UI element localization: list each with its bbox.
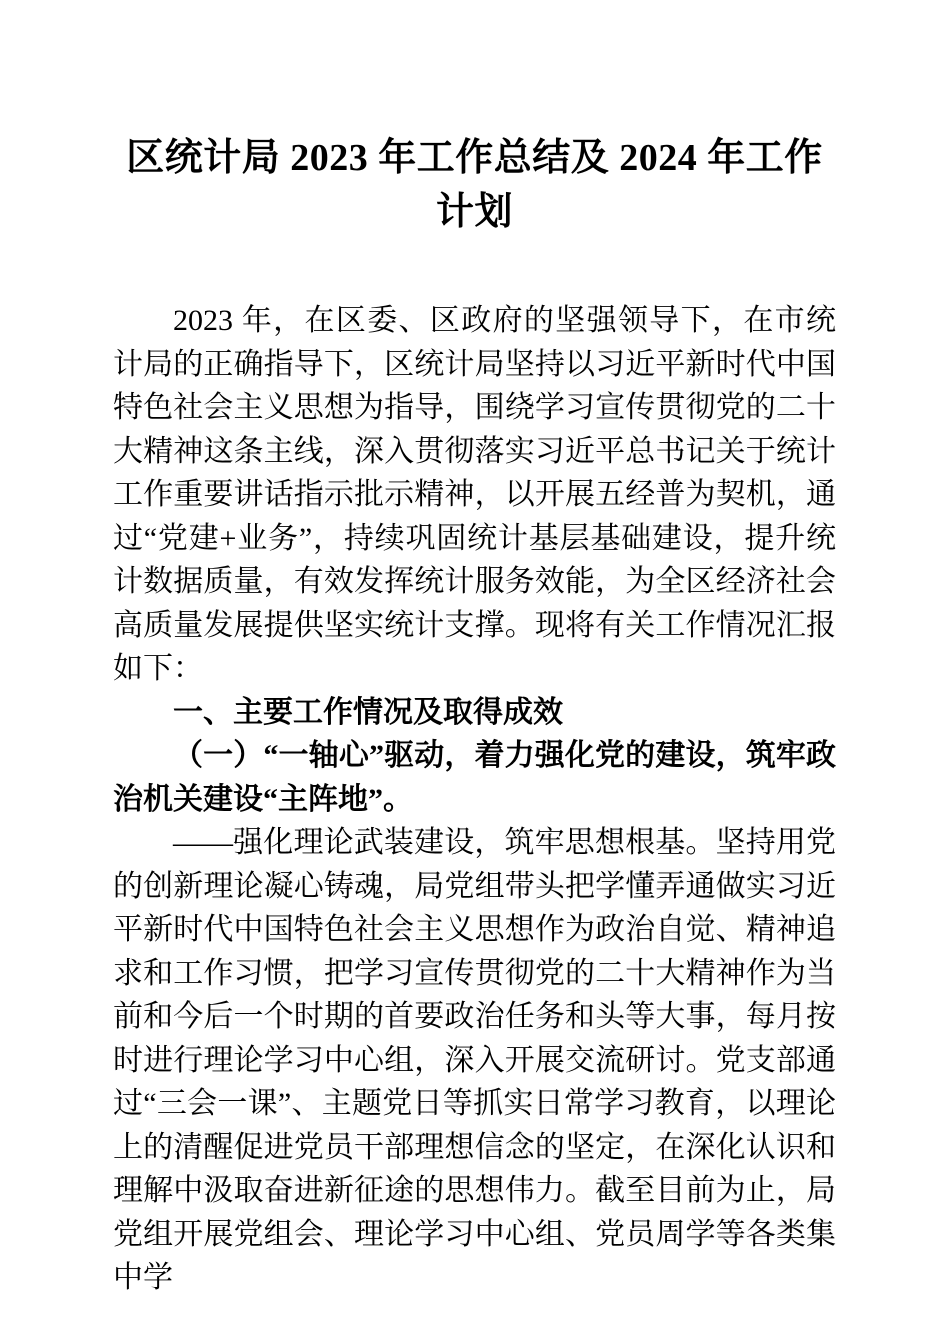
document-title: 区统计局 2023 年工作总结及 2024 年工作计划 [126, 137, 823, 233]
subsection-heading-1-1: （一）“一轴心”驱动，着力强化党的建设，筑牢政治机关建设“主阵地”。 [113, 739, 836, 816]
intro-paragraph: 2023 年，在区委、区政府的坚强领导下，在市统计局的正确指导下，区统计局坚持以习近平新时代中国特色社会主义思想为指导，围绕学习宣传贯彻党的二十大精神这条主线，深入贯彻落实习近平总书记关于统计工作重要讲话指示批示精神，以开展五经普为契机，通过“党建+业务”，持续巩固统计基层基础建设，提升统计数据质量，有效发挥统计服务效能，为全区经济社会高质量发展提供坚实统计支撑。现将有关工作情况汇报如下： [113, 304, 836, 685]
paragraph-lead: ——强化理论武装建设，筑牢思想根基。 [173, 826, 716, 859]
section-heading-1: 一、主要工作情况及取得成效 [173, 695, 563, 729]
paragraph-body: 坚持用党的创新理论凝心铸魂，局党组带头把学懂弄通做实习近平新时代中国特色社会主义思想作为政治自觉、精神追求和工作习惯，把学习宣传贯彻党的二十大精神作为当前和今后一个时期的首要政治任务和头等大事，每月按时进行理论学习中心组，深入开展交流研讨。党支部通过“三会一课”、主题党日等抓实日常学习教育，以理论上的清醒促进党员干部理想信念的坚定，在深化认识和理解中汲取奋进新征途的思想伟力。截至目前为止，局党组开展党组会、理论学习中心组、党员周学等各类集中学 [113, 826, 837, 1294]
paragraph-dash-1 [113, 821, 836, 1300]
